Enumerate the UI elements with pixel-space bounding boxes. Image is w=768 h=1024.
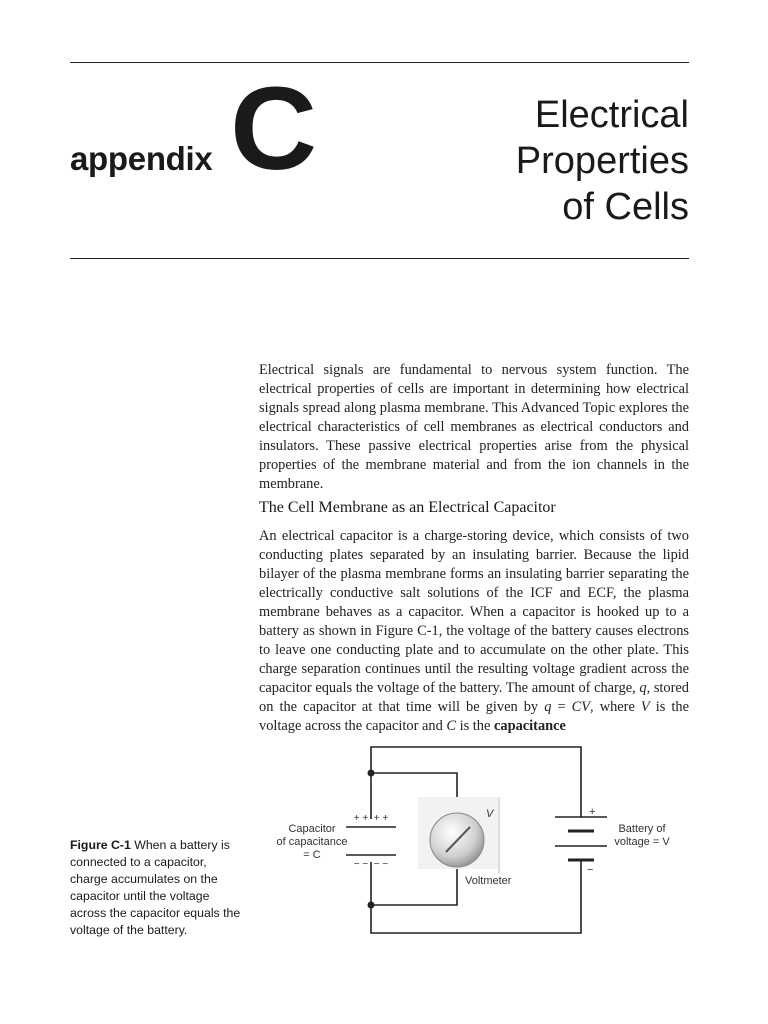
circuit-diagram (250, 735, 690, 945)
section-heading: The Cell Membrane as an Electrical Capacitor (259, 499, 556, 516)
capacitor-label: of capacitance (276, 836, 348, 848)
voltmeter-symbol: V (486, 808, 494, 820)
chapter-title-line: Electrical (534, 94, 689, 136)
chapter-title-line: Properties (515, 140, 689, 182)
figure-caption (70, 837, 245, 939)
voltmeter-label: Voltmeter (465, 875, 512, 887)
paragraph-text: is the voltage across the capacitor and (259, 699, 690, 734)
equation-equals: = (551, 699, 572, 715)
figure-label: Figure C-1 (70, 838, 131, 852)
variable-c: C (446, 718, 457, 734)
capacitor-label: Capacitor (288, 823, 336, 835)
paragraph-text: is the (456, 718, 494, 734)
figure-caption-text: When a battery is connected to a capacitor, charge accumulates on the capacitor until the voltage across the capacitor equals the voltage of the battery. (70, 838, 241, 937)
equation-q: q (544, 699, 552, 715)
battery-label: voltage = V (614, 836, 670, 848)
battery-symbol (555, 817, 607, 860)
paragraph-text: , stored on the capacitor at that time will be given by (259, 680, 689, 715)
battery-label: Battery of (618, 823, 666, 835)
bottom-rule (70, 258, 689, 259)
top-rule (70, 62, 689, 63)
section-paragraph (259, 527, 689, 736)
capacitor-plus-signs: + + + + (353, 813, 389, 824)
chapter-title-line: of Cells (562, 186, 689, 228)
appendix-letter: C (230, 63, 318, 195)
appendix-label: appendix (70, 140, 213, 177)
term-capacitance: capacitance (494, 718, 566, 734)
wire-junction (368, 770, 375, 777)
intro-paragraph: Electrical signals are fundamental to nervous system function. The electrical properties of cells are important in determining how electrical signals spread along plasma membrane. This Advanced Topic explores the electrical characteristics of cell membranes as electrical conductors and insulators. These passive electrical properties arise from the physical properties of the membrane material and from the ion channels in the membrane. (259, 362, 689, 492)
variable-v: V (640, 699, 650, 715)
capacitor-label: = C (303, 849, 321, 861)
equation-cv: CV (571, 699, 591, 715)
paragraph-text: An electrical capacitor is a charge-storing device, which consists of two conducting plates separated by an insulating barrier. Because the lipid bilayer of the plasma membrane forms an insulating barrier separating the electrically conductive salt solutions of the ICF and ECF, the plasma membrane behaves as a capacitor. When a capacitor is hooked up to a battery as shown in Figure C-1, the voltage of the battery causes electrons to leave one conducting plate and to accumulate on the other plate. This charge separation continues until the resulting voltage gradient across the capacitor equals the voltage of the battery. The amount of charge, (259, 528, 689, 696)
capacitor-symbol (346, 827, 396, 855)
variable-q: q (639, 680, 647, 696)
battery-minus: − (587, 864, 594, 876)
wire-junction (368, 902, 375, 909)
battery-plus: + (589, 806, 596, 818)
capacitor-minus-signs: − − − − (353, 859, 389, 870)
paragraph-text: , where (590, 699, 641, 715)
chapter-title (516, 92, 689, 230)
